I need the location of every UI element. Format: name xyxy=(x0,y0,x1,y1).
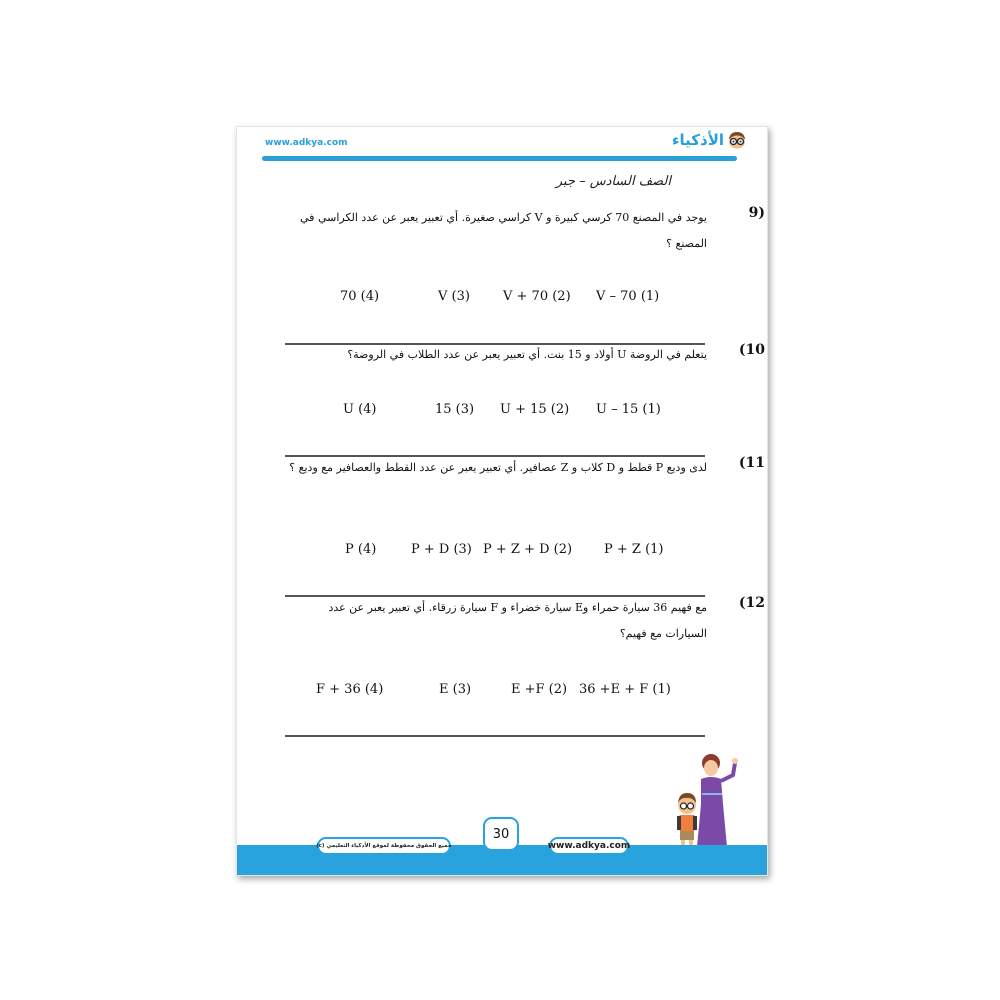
option-2[interactable]: V + 70 (2) xyxy=(503,289,571,304)
question-10 xyxy=(285,342,765,368)
option-4[interactable]: F + 36 (4) xyxy=(316,682,384,697)
option-4[interactable]: U (4) xyxy=(343,402,377,417)
option-3[interactable]: 15 (3) xyxy=(435,402,475,417)
question-text: يتعلم في الروضة U أولاد و 15 بنت. أي تعبير يعبر عن عدد الطلاب في الروضة؟ xyxy=(347,348,707,361)
site-logo[interactable] xyxy=(672,131,747,149)
page-number: 30 xyxy=(483,817,519,851)
question-text: لدى وديع P قطط و D كلاب و Z عصافير. أي تعبير يعبر عن عدد القطط والعصافير مع وديع ؟ xyxy=(289,461,707,474)
question-number: (10 xyxy=(738,342,765,358)
option-1[interactable]: U – 15 (1) xyxy=(596,402,661,417)
worksheet-page xyxy=(236,126,768,876)
question-number: (12 xyxy=(738,595,765,611)
question-number: 9) xyxy=(748,205,765,221)
mascot-face-icon xyxy=(727,131,747,149)
footer-bar xyxy=(237,826,767,875)
question-12-options xyxy=(293,682,671,700)
option-3[interactable]: V (3) xyxy=(438,289,470,304)
question-text: مع فهيم 36 سيارة حمراء وE سيارة خضراء و F سيارة زرقاء. أي تعبير يعبر عن عدد السيارات مع فهيم؟ xyxy=(328,601,707,640)
question-divider xyxy=(285,735,705,737)
option-2[interactable]: P + Z + D (2) xyxy=(483,542,573,557)
question-text: يوجد في المصنع 70 كرسي كبيرة و V كراسي صغيرة. أي تعبير يعبر عن عدد الكراسي في المصنع ؟ xyxy=(300,211,707,250)
option-1[interactable]: V – 70 (1) xyxy=(596,289,660,304)
footer-url[interactable]: www.adkya.com xyxy=(549,837,629,855)
option-2[interactable]: U + 15 (2) xyxy=(500,402,570,417)
question-11-options xyxy=(293,542,663,560)
option-2[interactable]: E +F (2) xyxy=(511,682,568,697)
option-4[interactable]: 70 (4) xyxy=(340,289,380,304)
option-4[interactable]: P (4) xyxy=(345,542,377,557)
copyright-notice: جميع الحقوق محفوظة لموقع الأذكياء التعليمي (c) xyxy=(317,837,451,855)
question-number: (11 xyxy=(738,455,765,471)
header-url[interactable]: www.adkya.com xyxy=(265,138,348,148)
option-3[interactable]: E (3) xyxy=(439,682,472,697)
option-1[interactable]: 36 +E + F (1) xyxy=(579,682,671,697)
option-3[interactable]: P + D (3) xyxy=(411,542,472,557)
logo-text: الأذكياء xyxy=(671,131,724,149)
teacher-and-student-illustration xyxy=(667,749,747,859)
option-1[interactable]: P + Z (1) xyxy=(604,542,664,557)
subject-title: الصف السادس – جبر xyxy=(555,174,671,189)
header-divider xyxy=(262,156,737,161)
question-11 xyxy=(285,455,765,481)
question-12 xyxy=(285,595,765,647)
question-9-options xyxy=(293,289,663,307)
question-9 xyxy=(285,205,765,257)
question-10-options xyxy=(293,402,663,420)
